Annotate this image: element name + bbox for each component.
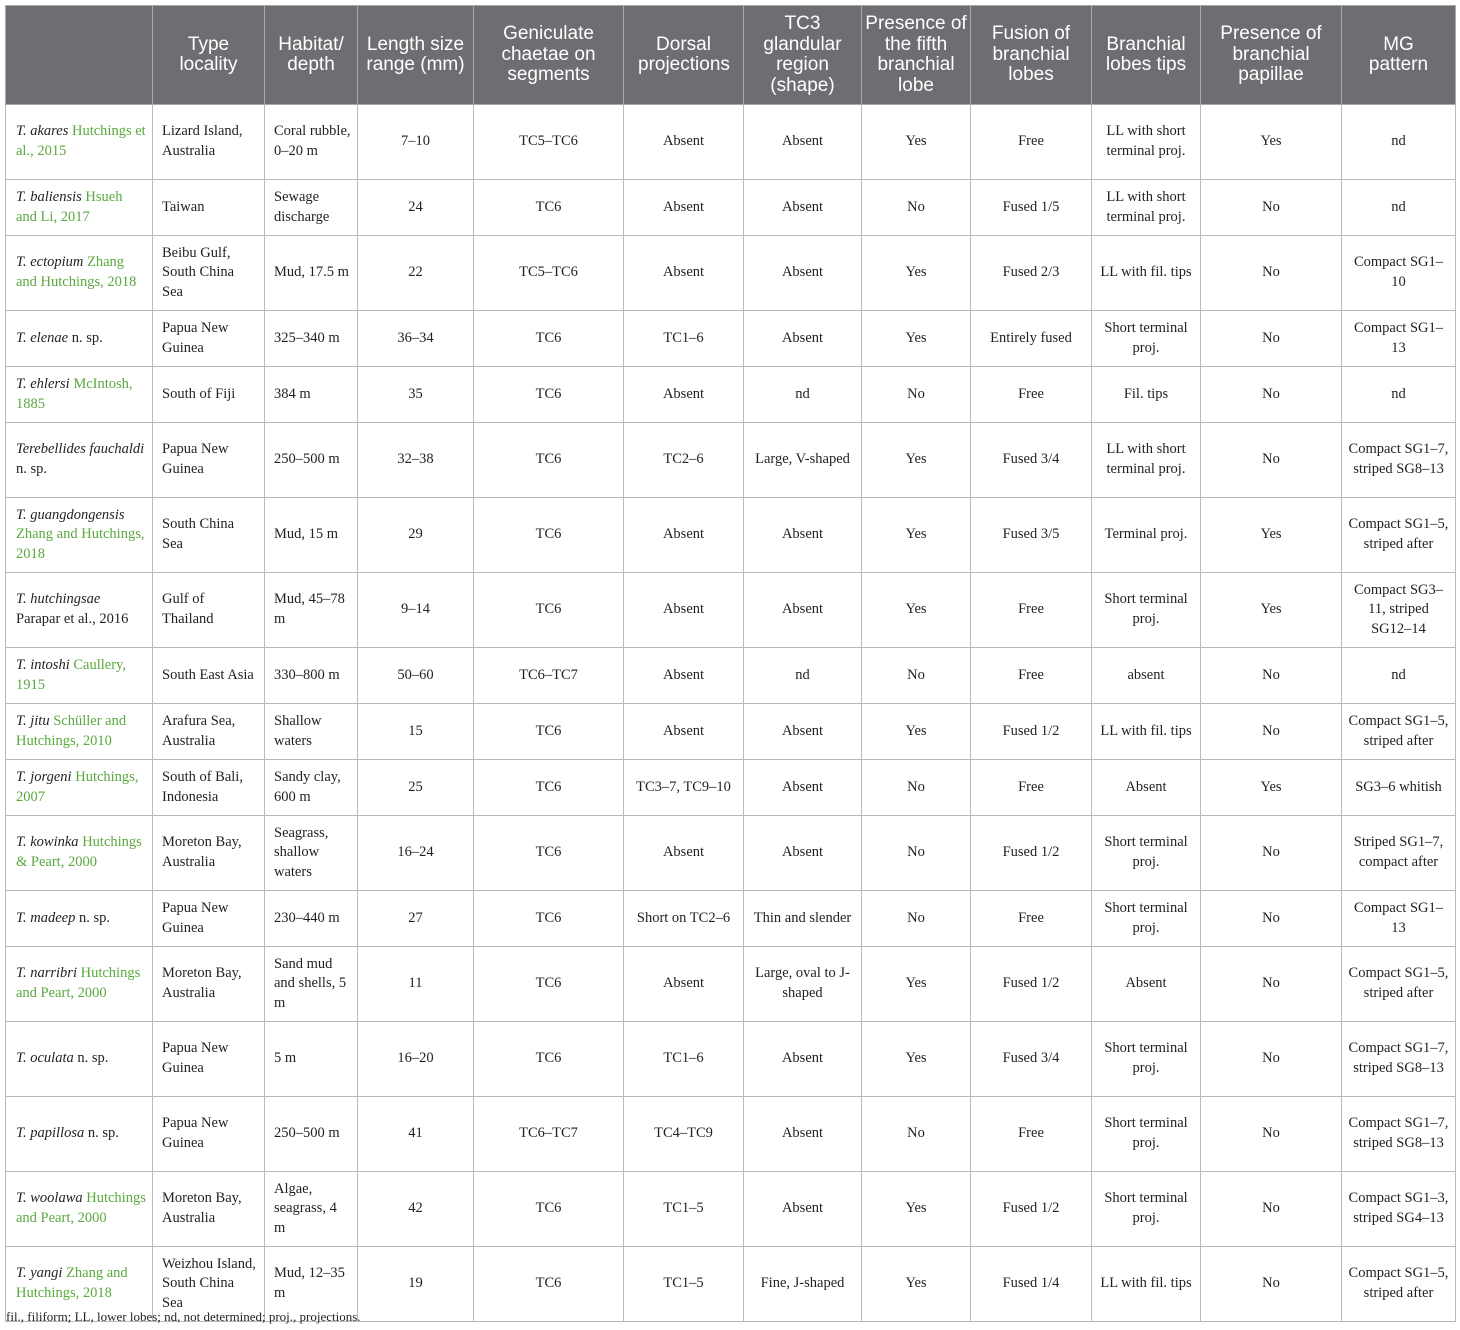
table-cell: No	[862, 367, 971, 423]
table-cell: Fil. tips	[1092, 367, 1201, 423]
table-cell: TC6	[474, 311, 624, 367]
header-row	[6, 6, 1456, 105]
table-cell: Absent	[744, 704, 862, 760]
table-cell: 35	[358, 367, 474, 423]
species-name: T. ectopium	[16, 254, 84, 271]
table-cell: Sewage discharge	[265, 180, 358, 236]
table-cell: Absent	[744, 760, 862, 816]
table-cell: 230–440 m	[265, 891, 358, 947]
table-cell: Compact SG1–5, striped after	[1342, 1247, 1456, 1322]
species-authority-link[interactable]: Hutchings, 2007	[16, 768, 139, 805]
table-cell: Absent	[744, 816, 862, 891]
table-cell: Fused 1/2	[971, 816, 1092, 891]
table-cell: 32–38	[358, 423, 474, 498]
table-cell: 5 m	[265, 1022, 358, 1097]
table-cell: Yes	[862, 1022, 971, 1097]
table-cell: Mud, 15 m	[265, 498, 358, 573]
species-name: T. oculata	[16, 1050, 74, 1067]
table-cell: Beibu Gulf, South China Sea	[153, 236, 265, 311]
table-cell: 24	[358, 180, 474, 236]
table-cell: Striped SG1–7, compact after	[1342, 816, 1456, 891]
table-row	[6, 1022, 1456, 1097]
table-cell: Arafura Sea, Australia	[153, 704, 265, 760]
table-cell: Absent	[744, 498, 862, 573]
table-cell: Free	[971, 105, 1092, 180]
table-cell: No	[1201, 704, 1342, 760]
table-cell: TC6	[474, 1022, 624, 1097]
table-cell: Fused 1/2	[971, 1172, 1092, 1247]
table-cell: TC6	[474, 573, 624, 648]
table-cell: Compact SG1–13	[1342, 311, 1456, 367]
table-cell: Free	[971, 760, 1092, 816]
table-cell: 27	[358, 891, 474, 947]
table-cell: Sandy clay, 600 m	[265, 760, 358, 816]
species-cell	[6, 573, 153, 648]
table-cell: Absent	[744, 1097, 862, 1172]
table-cell: Papua New Guinea	[153, 1022, 265, 1097]
header-cell: Presence of branchial papillae	[1201, 6, 1342, 105]
table-row	[6, 760, 1456, 816]
species-cell	[6, 760, 153, 816]
table-cell: Yes	[862, 105, 971, 180]
table-cell: 11	[358, 947, 474, 1022]
table-cell: Fused 1/2	[971, 704, 1092, 760]
table-body	[6, 105, 1456, 1322]
table-cell: TC6–TC7	[474, 1097, 624, 1172]
comparison-table	[5, 5, 1456, 1322]
species-cell	[6, 1097, 153, 1172]
header-cell: Type locality	[153, 6, 265, 105]
table-cell: No	[862, 891, 971, 947]
table-cell: TC6	[474, 891, 624, 947]
species-cell	[6, 498, 153, 573]
table-cell: Yes	[862, 947, 971, 1022]
table-cell: TC6	[474, 816, 624, 891]
table-cell: TC4–TC9	[624, 1097, 744, 1172]
table-cell: Absent	[1092, 947, 1201, 1022]
table-cell: Compact SG1–5, striped after	[1342, 704, 1456, 760]
table-cell: Absent	[744, 573, 862, 648]
table-row	[6, 891, 1456, 947]
table-cell: Yes	[862, 573, 971, 648]
species-authority-link[interactable]: Schüller and Hutchings, 2010	[16, 712, 127, 749]
table-cell: 42	[358, 1172, 474, 1247]
table-cell: No	[1201, 236, 1342, 311]
table-cell: TC3–7, TC9–10	[624, 760, 744, 816]
table-cell: TC5–TC6	[474, 236, 624, 311]
table-cell: TC6	[474, 760, 624, 816]
table-cell: 41	[358, 1097, 474, 1172]
table-cell: Absent	[624, 704, 744, 760]
table-cell: Yes	[862, 236, 971, 311]
table-row	[6, 423, 1456, 498]
header-cell: Geniculate chaetae on segments	[474, 6, 624, 105]
table-cell: nd	[1342, 367, 1456, 423]
species-name: T. madeep	[16, 909, 76, 926]
species-name: T. akares	[16, 123, 69, 140]
table-cell: TC1–5	[624, 1247, 744, 1322]
table-cell: LL with fil. tips	[1092, 704, 1201, 760]
table-cell: Yes	[1201, 105, 1342, 180]
table-cell: Mud, 12–35 m	[265, 1247, 358, 1322]
table-cell: Free	[971, 573, 1092, 648]
table-row	[6, 648, 1456, 704]
table-cell: LL with short terminal proj.	[1092, 105, 1201, 180]
table-cell: No	[1201, 891, 1342, 947]
table-cell: TC6	[474, 704, 624, 760]
table-cell: No	[1201, 311, 1342, 367]
table-cell: No	[1201, 816, 1342, 891]
table-cell: 9–14	[358, 573, 474, 648]
species-name: T. woolawa	[16, 1190, 83, 1207]
table-cell: LL with short terminal proj.	[1092, 423, 1201, 498]
table-cell: Compact SG1–3, striped SG4–13	[1342, 1172, 1456, 1247]
table-cell: No	[1201, 423, 1342, 498]
species-authority: n. sp.	[87, 1125, 119, 1142]
table-cell: South of Fiji	[153, 367, 265, 423]
table-cell: Short terminal proj.	[1092, 1172, 1201, 1247]
header-cell: Dorsal projections	[624, 6, 744, 105]
table-cell: Seagrass, shallow waters	[265, 816, 358, 891]
table-cell: Papua New Guinea	[153, 311, 265, 367]
table-cell: 25	[358, 760, 474, 816]
table-cell: Free	[971, 1097, 1092, 1172]
table-cell: 250–500 m	[265, 1097, 358, 1172]
table-cell: Yes	[1201, 760, 1342, 816]
species-name: T. baliensis	[16, 188, 82, 205]
table-cell: 330–800 m	[265, 648, 358, 704]
table-row	[6, 1172, 1456, 1247]
species-name: T. jorgeni	[16, 768, 72, 785]
table-cell: Compact SG1–13	[1342, 891, 1456, 947]
table-cell: Absent	[624, 648, 744, 704]
table-cell: Taiwan	[153, 180, 265, 236]
table-cell: Mud, 17.5 m	[265, 236, 358, 311]
table-row	[6, 573, 1456, 648]
species-cell	[6, 1172, 153, 1247]
table-cell: TC6	[474, 1172, 624, 1247]
table-cell: Absent	[744, 236, 862, 311]
table-cell: TC6–TC7	[474, 648, 624, 704]
table-cell: Moreton Bay, Australia	[153, 947, 265, 1022]
table-cell: TC6	[474, 947, 624, 1022]
table-cell: Papua New Guinea	[153, 1097, 265, 1172]
table-cell: Yes	[862, 1172, 971, 1247]
species-cell	[6, 367, 153, 423]
table-cell: TC5–TC6	[474, 105, 624, 180]
species-name: T. kowinka	[16, 834, 79, 851]
species-cell	[6, 180, 153, 236]
header-cell: Habitat/ depth	[265, 6, 358, 105]
table-cell: South China Sea	[153, 498, 265, 573]
table-cell: Compact SG1–5, striped after	[1342, 947, 1456, 1022]
table-cell: 384 m	[265, 367, 358, 423]
table-cell: Weizhou Island, South China Sea	[153, 1247, 265, 1322]
table-cell: 250–500 m	[265, 423, 358, 498]
table-cell: SG3–6 whitish	[1342, 760, 1456, 816]
table-cell: Yes	[862, 498, 971, 573]
table-cell: Moreton Bay, Australia	[153, 1172, 265, 1247]
table-cell: TC1–6	[624, 311, 744, 367]
table-cell: No	[1201, 1172, 1342, 1247]
species-cell	[6, 947, 153, 1022]
table-cell: South East Asia	[153, 648, 265, 704]
header-cell	[6, 6, 153, 105]
species-cell	[6, 311, 153, 367]
table-cell: nd	[1342, 105, 1456, 180]
table-cell: Short terminal proj.	[1092, 573, 1201, 648]
table-cell: Absent	[624, 236, 744, 311]
species-name: T. papillosa	[16, 1125, 85, 1142]
table-cell: Thin and slender	[744, 891, 862, 947]
table-cell: South of Bali, Indonesia	[153, 760, 265, 816]
table-row	[6, 498, 1456, 573]
table-cell: TC1–6	[624, 1022, 744, 1097]
table-cell: TC6	[474, 498, 624, 573]
table-cell: Free	[971, 367, 1092, 423]
table-cell: Absent	[744, 180, 862, 236]
table-cell: Yes	[1201, 498, 1342, 573]
table-cell: 15	[358, 704, 474, 760]
table-cell: No	[1201, 648, 1342, 704]
table-cell: Absent	[744, 1022, 862, 1097]
table-cell: 22	[358, 236, 474, 311]
species-authority-link[interactable]: Hutchings et al., 2015	[16, 123, 146, 159]
table-cell: LL with fil. tips	[1092, 1247, 1201, 1322]
table-cell: Compact SG3–11, striped SG12–14	[1342, 573, 1456, 648]
species-authority: n. sp.	[77, 1050, 109, 1067]
species-authority-link[interactable]: Hsueh and Li, 2017	[16, 188, 123, 225]
table-cell: 29	[358, 498, 474, 573]
table-cell: 325–340 m	[265, 311, 358, 367]
table-row	[6, 367, 1456, 423]
species-name: T. jitu	[16, 712, 50, 729]
table-cell: Papua New Guinea	[153, 891, 265, 947]
table-cell: Free	[971, 648, 1092, 704]
table-cell: Free	[971, 891, 1092, 947]
table-cell: Coral rubble, 0–20 m	[265, 105, 358, 180]
table-cell: Fused 3/5	[971, 498, 1092, 573]
table-cell: Papua New Guinea	[153, 423, 265, 498]
table-row	[6, 105, 1456, 180]
table-cell: Compact SG1–7, striped SG8–13	[1342, 1022, 1456, 1097]
species-name: T. ehlersi	[16, 375, 70, 392]
species-cell	[6, 648, 153, 704]
table-cell: Yes	[1201, 573, 1342, 648]
table-row	[6, 704, 1456, 760]
species-cell	[6, 105, 153, 180]
table-cell: Sand mud and shells, 5 m	[265, 947, 358, 1022]
table-cell: Absent	[1092, 760, 1201, 816]
species-cell	[6, 816, 153, 891]
table-cell: Short terminal proj.	[1092, 1022, 1201, 1097]
table-cell: Compact SG1–10	[1342, 236, 1456, 311]
species-authority: Parapar et al., 2016	[16, 611, 129, 627]
table-cell: No	[862, 180, 971, 236]
species-name: T. elenae	[16, 329, 69, 346]
table-cell: Yes	[862, 704, 971, 760]
table-cell: Short terminal proj.	[1092, 816, 1201, 891]
table-cell: Absent	[744, 311, 862, 367]
species-authority-link[interactable]: Zhang and Hutchings, 2018	[16, 254, 137, 290]
table-cell: TC6	[474, 367, 624, 423]
table-cell: Compact SG1–5, striped after	[1342, 498, 1456, 573]
table-cell: Absent	[744, 1172, 862, 1247]
table-cell: nd	[1342, 648, 1456, 704]
table-cell: Short terminal proj.	[1092, 1097, 1201, 1172]
table-cell: Mud, 45–78 m	[265, 573, 358, 648]
table-cell: No	[1201, 1022, 1342, 1097]
header-cell: TC3 glandular region (shape)	[744, 6, 862, 105]
table-cell: 16–24	[358, 816, 474, 891]
table-cell: Short on TC2–6	[624, 891, 744, 947]
species-authority-link[interactable]: Hutchings and Peart, 2000	[16, 965, 141, 1001]
table-row	[6, 311, 1456, 367]
species-name: Terebellides fauchaldi	[16, 441, 145, 458]
table-cell: Moreton Bay, Australia	[153, 816, 265, 891]
header-cell: Presence of the fifth branchial lobe	[862, 6, 971, 105]
species-cell	[6, 423, 153, 498]
table-cell: TC1–5	[624, 1172, 744, 1247]
table-cell: TC6	[474, 423, 624, 498]
table-row	[6, 236, 1456, 311]
table-cell: Short terminal proj.	[1092, 891, 1201, 947]
species-cell	[6, 704, 153, 760]
table-cell: absent	[1092, 648, 1201, 704]
table-row	[6, 180, 1456, 236]
table-cell: Short terminal proj.	[1092, 311, 1201, 367]
table-cell: No	[862, 648, 971, 704]
header-cell: MG pattern	[1342, 6, 1456, 105]
species-authority: n. sp.	[71, 329, 103, 346]
species-name: T. yangi	[16, 1265, 63, 1282]
table-cell: Compact SG1–7, striped SG8–13	[1342, 423, 1456, 498]
table-cell: TC6	[474, 180, 624, 236]
table-cell: nd	[744, 648, 862, 704]
table-cell: Fused 1/2	[971, 947, 1092, 1022]
header-cell: Branchial lobes tips	[1092, 6, 1201, 105]
table-cell: No	[862, 1097, 971, 1172]
table-cell: TC6	[474, 1247, 624, 1322]
table-cell: Fused 1/5	[971, 180, 1092, 236]
table-footnote: fil., filiform; LL, lower lobes; nd, not determined; proj., projections.	[6, 1309, 361, 1324]
table-cell: Terminal proj.	[1092, 498, 1201, 573]
table-cell: Absent	[624, 498, 744, 573]
table-cell: No	[1201, 1247, 1342, 1322]
species-name: T. narribri	[16, 965, 77, 982]
table-cell: No	[1201, 180, 1342, 236]
species-authority: n. sp.	[78, 909, 110, 926]
table-cell: Shallow waters	[265, 704, 358, 760]
table-cell: Absent	[624, 816, 744, 891]
table-cell: Fused 1/4	[971, 1247, 1092, 1322]
table-cell: Absent	[624, 367, 744, 423]
table-cell: No	[1201, 947, 1342, 1022]
table-cell: No	[1201, 367, 1342, 423]
table-row	[6, 947, 1456, 1022]
table-cell: Large, V-shaped	[744, 423, 862, 498]
species-name: T. hutchingsae	[16, 591, 101, 608]
table-cell: Lizard Island, Australia	[153, 105, 265, 180]
species-authority-link[interactable]: Hutchings and Peart, 2000	[16, 1190, 146, 1226]
table-cell: Yes	[862, 1247, 971, 1322]
table-cell: nd	[1342, 180, 1456, 236]
table-cell: Large, oval to J-shaped	[744, 947, 862, 1022]
table-cell: Fused 3/4	[971, 1022, 1092, 1097]
species-cell	[6, 236, 153, 311]
species-name: T. guangdongensis	[16, 506, 125, 523]
table-cell: 19	[358, 1247, 474, 1322]
table-cell: Fused 3/4	[971, 423, 1092, 498]
table-cell: Fine, J-shaped	[744, 1247, 862, 1322]
table-cell: Yes	[862, 423, 971, 498]
table-cell: Gulf of Thailand	[153, 573, 265, 648]
table-cell: 36–34	[358, 311, 474, 367]
table-cell: No	[862, 760, 971, 816]
species-authority: n. sp.	[16, 461, 48, 477]
table-cell: No	[862, 816, 971, 891]
table-row	[6, 816, 1456, 891]
table-cell: Fused 2/3	[971, 236, 1092, 311]
table-cell: Compact SG1–7, striped SG8–13	[1342, 1097, 1456, 1172]
table-cell: nd	[744, 367, 862, 423]
table-row	[6, 1097, 1456, 1172]
header-cell: Fusion of branchial lobes	[971, 6, 1092, 105]
table-cell: LL with fil. tips	[1092, 236, 1201, 311]
table-cell: Algae, seagrass, 4 m	[265, 1172, 358, 1247]
species-authority-link[interactable]: Zhang and Hutchings, 2018	[16, 526, 145, 562]
table-cell: 16–20	[358, 1022, 474, 1097]
species-authority-link[interactable]: Zhang and Hutchings, 2018	[16, 1265, 128, 1301]
table-cell: Absent	[624, 180, 744, 236]
table-cell: Entirely fused	[971, 311, 1092, 367]
table-cell: No	[1201, 1097, 1342, 1172]
table-cell: Absent	[624, 947, 744, 1022]
species-authority-link[interactable]: Caullery, 1915	[16, 656, 126, 693]
table-cell: 7–10	[358, 105, 474, 180]
table-cell: Absent	[744, 105, 862, 180]
species-cell	[6, 1022, 153, 1097]
species-name: T. intoshi	[16, 656, 70, 673]
species-authority-link[interactable]: McIntosh, 1885	[16, 375, 133, 412]
species-authority-link[interactable]: Hutchings & Peart, 2000	[16, 834, 142, 870]
table-cell: Absent	[624, 105, 744, 180]
table-cell: Absent	[624, 573, 744, 648]
table-cell: Yes	[862, 311, 971, 367]
species-cell	[6, 891, 153, 947]
header-cell: Length size range (mm)	[358, 6, 474, 105]
table-cell: LL with short terminal proj.	[1092, 180, 1201, 236]
table-cell: 50–60	[358, 648, 474, 704]
table-cell: TC2–6	[624, 423, 744, 498]
